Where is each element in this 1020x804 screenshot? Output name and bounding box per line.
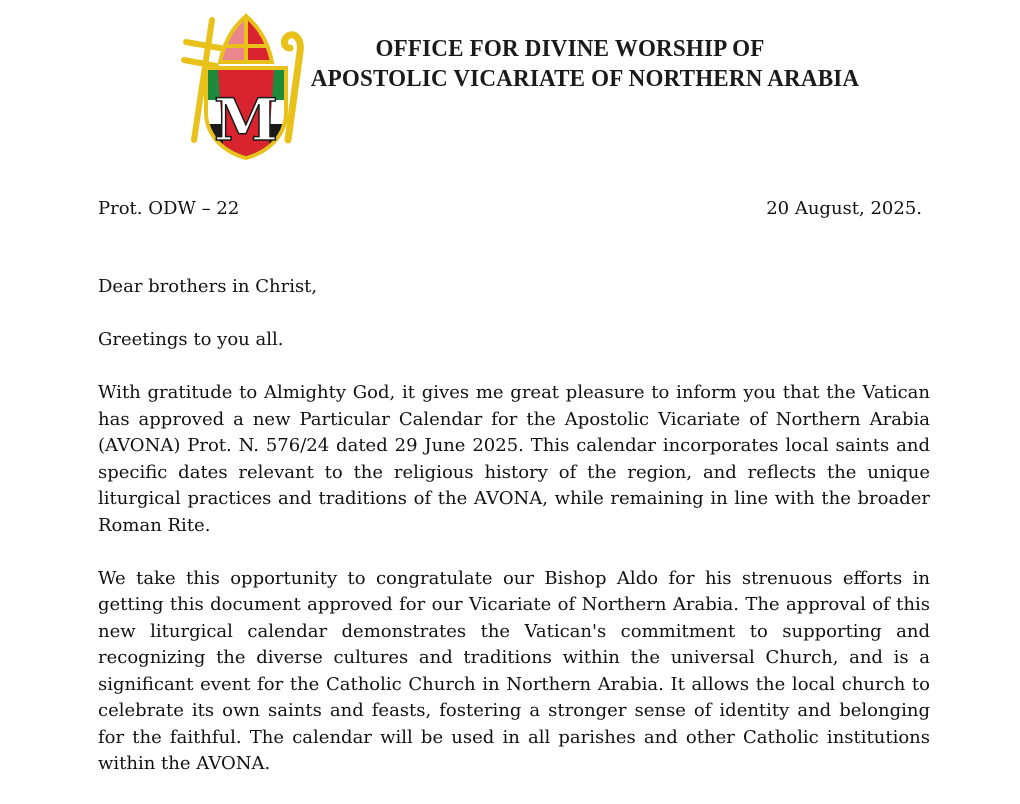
letterhead-line-2: APOSTOLIC VICARIATE OF NORTHERN ARABIA (310, 66, 860, 92)
paragraph-2: We take this opportunity to congratulate our Bishop Aldo for his strenuous efforts in getting this document approved for our Vicariate of Northern Arabia. The approval of this new liturgical calendar demonstrates the Vatican's commitment to supporting and recognizing the diverse cultures and traditions within the universal Church, and is a significant event for the Catholic Church in Northern Arabia. It allows the local church to celebrate its own saints and feasts, fostering a stronger sense of identity and belonging for the faithful. The calendar will be used in all parishes and other Catholic institutions within the AVONA. (98, 567, 930, 774)
protocol-number: Prot. ODW – 22 (98, 198, 240, 219)
shield-icon (206, 68, 286, 162)
letterhead-title (310, 34, 860, 94)
logo-letter: M (213, 86, 279, 154)
letter-body (98, 274, 930, 804)
vicariate-coat-of-arms-logo (176, 12, 316, 162)
salutation: Dear brothers in Christ, (98, 276, 318, 297)
letter-date: 20 August, 2025. (766, 198, 922, 219)
letterhead-line-1: OFFICE FOR DIVINE WORSHIP OF (375, 36, 765, 62)
greeting: Greetings to you all. (98, 329, 284, 350)
mitre-icon (220, 16, 272, 62)
reference-row (98, 196, 922, 222)
paragraph-1: With gratitude to Almighty God, it gives me great pleasure to inform you that the Vatican has approved a new Particular Calendar for the Apostolic Vicariate of Northern Arabia (AVONA) Prot. N. 576/24 dated 29 June 2025. This calendar incorporates local saints and specific dates relevant to the religious history of the region, and reflects the unique liturgical practices and traditions of the AVONA, while remaining in line with the broader Roman Rite. (98, 382, 930, 536)
